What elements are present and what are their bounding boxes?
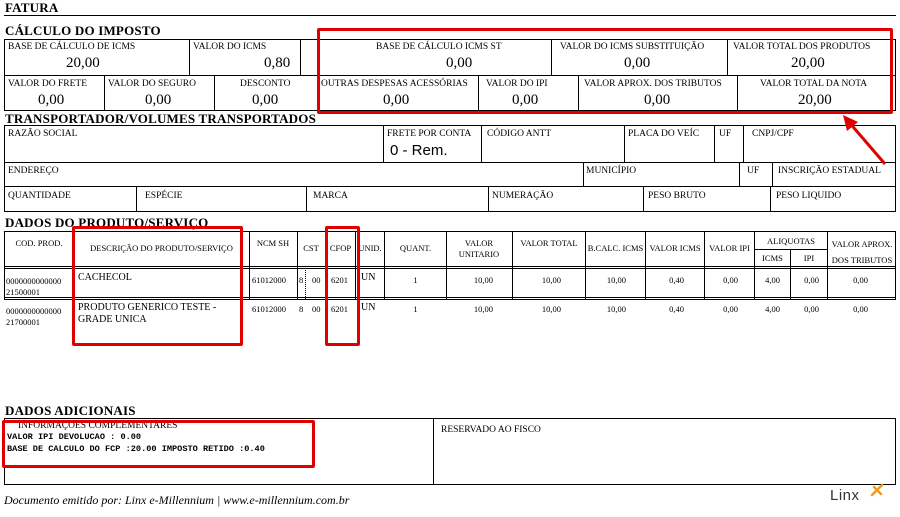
cnpj-cpf-label: CNPJ/CPF (752, 129, 794, 139)
unid-value: UN (361, 302, 376, 313)
valor-icms-substituicao-value: 0,00 (624, 55, 651, 71)
valor-total-produtos-value: 20,00 (791, 55, 825, 71)
header-ncm-sh: NCM SH (256, 238, 290, 248)
header-valor-ipi: VALOR IPI (709, 243, 750, 253)
valor-icms-row-value: 0,40 (669, 304, 684, 314)
aprox-value: 0,00 (853, 304, 868, 314)
inscricao-estadual-label: INSCRIÇÃO ESTADUAL (778, 166, 881, 176)
transportador-section-title: TRANSPORTADOR/VOLUMES TRANSPORTADOS (5, 111, 317, 126)
red-arrow-icon (838, 112, 890, 168)
adicionais-section-title: DADOS ADICIONAIS (5, 403, 136, 418)
aliq-ipi-value: 0,00 (804, 304, 819, 314)
header-valor-icms: VALOR ICMS (649, 243, 701, 253)
descricao-line1: CACHECOL (78, 272, 132, 283)
cst-a-value: 8 (299, 275, 304, 285)
outras-despesas-label: OUTRAS DESPESAS ACESSÓRIAS (321, 79, 468, 89)
linx-logo-mark-icon (870, 483, 884, 497)
valor-unit-value: 10,00 (473, 275, 493, 285)
valor-icms-row-value: 0,40 (669, 275, 684, 285)
header-descricao: DESCRIÇÃO DO PRODUTO/SERVIÇO (90, 243, 233, 253)
razao-social-label: RAZÃO SOCIAL (8, 129, 78, 139)
linx-logo-text: Linx (830, 487, 860, 504)
cod-prod-line1: 0000000000000 (6, 306, 62, 316)
header-aliq-icms: ICMS (762, 253, 783, 263)
cod-prod-line1: 0000000000000 (6, 276, 62, 286)
reservado-fisco-label: RESERVADO AO FISCO (441, 425, 541, 435)
aprox-value: 0,00 (853, 275, 868, 285)
fatura-title: FATURA (5, 0, 59, 15)
valor-seguro-value: 0,00 (145, 92, 172, 108)
header-valor-unitario: VALOR UNITARIO (458, 238, 500, 259)
frete-por-conta-value: 0 - Rem. (390, 142, 448, 159)
highlight-box-cfop (325, 226, 360, 346)
valor-frete-value: 0,00 (38, 92, 65, 108)
header-valor-aprox: VALOR APROX. DOS TRIBUTOS (831, 239, 893, 265)
header-quant: QUANT. (399, 243, 432, 253)
valor-total-nota-label: VALOR TOTAL DA NOTA (760, 79, 868, 89)
base-calculo-icms-value: 20,00 (66, 55, 100, 71)
valor-total-value: 10,00 (541, 275, 561, 285)
marca-label: MARCA (313, 191, 348, 201)
info-complementares-label: INFORMAÇÕES COMPLEMENTARES (18, 421, 178, 431)
especie-label: ESPÉCIE (145, 191, 183, 201)
valor-total-produtos-label: VALOR TOTAL DOS PRODUTOS (733, 42, 871, 52)
cst-b-value: 00 (312, 304, 321, 314)
valor-aprox-tributos-value: 0,00 (644, 92, 671, 108)
valor-total-value: 10,00 (541, 304, 561, 314)
valor-icms-label: VALOR DO ICMS (193, 42, 267, 52)
header-valor-total: VALOR TOTAL (520, 238, 578, 248)
info-line-ipi-devolucao: VALOR IPI DEVOLUCAO : 0.00 (7, 432, 142, 442)
valor-icms-value: 0,80 (264, 55, 291, 71)
highlight-box-tax-totals (317, 28, 893, 114)
valor-seguro-label: VALOR DO SEGURO (108, 79, 196, 89)
linx-logo (830, 487, 860, 505)
valor-ipi-row-value: 0,00 (723, 275, 738, 285)
uf-endereco-label: UF (747, 166, 760, 176)
cst-b-value: 00 (312, 275, 321, 285)
peso-liquido-label: PESO LIQUIDO (776, 191, 842, 201)
base-calculo-icms-st-label: BASE DE CÁLCULO ICMS ST (376, 42, 502, 52)
endereco-label: ENDEREÇO (8, 166, 59, 176)
calculo-section-title: CÁLCULO DO IMPOSTO (5, 23, 161, 38)
numeracao-label: NUMERAÇÃO (492, 191, 554, 201)
municipio-label: MUNICÍPIO (586, 166, 637, 176)
outras-despesas-value: 0,00 (383, 92, 410, 108)
descricao-line1: PRODUTO GENERICO TESTE - (78, 302, 217, 313)
valor-ipi-row-value: 0,00 (723, 304, 738, 314)
frete-por-conta-label: FRETE POR CONTA (387, 129, 472, 139)
cfop-value: 6201 (331, 275, 348, 285)
footer-text: Documento emitido por: Linx e-Millennium | www.e-millennium.com.br (4, 493, 350, 507)
unid-value: UN (361, 272, 376, 283)
valor-unit-value: 10,00 (473, 304, 493, 314)
header-bcalc-icms: B.CALC. ICMS (587, 243, 644, 253)
codigo-antt-label: CÓDIGO ANTT (487, 129, 552, 139)
valor-total-nota-value: 20,00 (798, 92, 832, 108)
peso-bruto-label: PESO BRUTO (648, 191, 706, 201)
base-calculo-icms-st-value: 0,00 (446, 55, 473, 71)
header-cst: CST (303, 243, 319, 253)
info-line-base-fcp: BASE DE CALCULO DO FCP :20.00 IMPOSTO RETIDO :0.40 (7, 444, 265, 454)
desconto-value: 0,00 (252, 92, 279, 108)
header-aliquotas: ALIQUOTAS (767, 236, 815, 246)
ncm-value: 61012000 (252, 304, 286, 314)
placa-veiculo-label: PLACA DO VEÍC (628, 129, 700, 139)
cfop-value: 6201 (331, 304, 348, 314)
highlight-box-info-complementares (2, 420, 315, 468)
produtos-section-title: DADOS DO PRODUTO/SERVIÇO (5, 215, 209, 230)
header-aliq-ipi: IPI (803, 253, 815, 263)
cod-prod-line2: 21500001 (6, 287, 40, 297)
bcalc-value: 10,00 (606, 304, 626, 314)
valor-ipi-value: 0,00 (512, 92, 539, 108)
aliq-icms-value: 4,00 (765, 275, 780, 285)
desconto-label: DESCONTO (240, 79, 291, 89)
cst-a-value: 8 (299, 304, 304, 314)
valor-ipi-label: VALOR DO IPI (486, 79, 548, 89)
quantidade-label: QUANTIDADE (8, 191, 71, 201)
quant-value: 1 (413, 304, 418, 314)
quant-value: 1 (413, 275, 418, 285)
bcalc-value: 10,00 (606, 275, 626, 285)
valor-frete-label: VALOR DO FRETE (8, 79, 87, 89)
header-unid: UNID. (358, 243, 382, 253)
cod-prod-line2: 21700001 (6, 317, 40, 327)
base-calculo-icms-label: BASE DE CÁLCULO DE ICMS (8, 42, 136, 52)
ncm-value: 61012000 (252, 275, 286, 285)
uf-label: UF (719, 129, 732, 139)
valor-icms-substituicao-label: VALOR DO ICMS SUBSTITUIÇÃO (560, 42, 705, 52)
valor-aprox-tributos-label: VALOR APROX. DOS TRIBUTOS (584, 79, 722, 89)
descricao-line2: GRADE UNICA (78, 314, 147, 325)
header-cfop: CFOP (329, 243, 352, 253)
header-cod-prod: COD. PROD. (15, 238, 63, 248)
aliq-icms-value: 4,00 (765, 304, 780, 314)
highlight-box-descricao (72, 226, 243, 346)
aliq-ipi-value: 0,00 (804, 275, 819, 285)
divider (4, 15, 896, 16)
